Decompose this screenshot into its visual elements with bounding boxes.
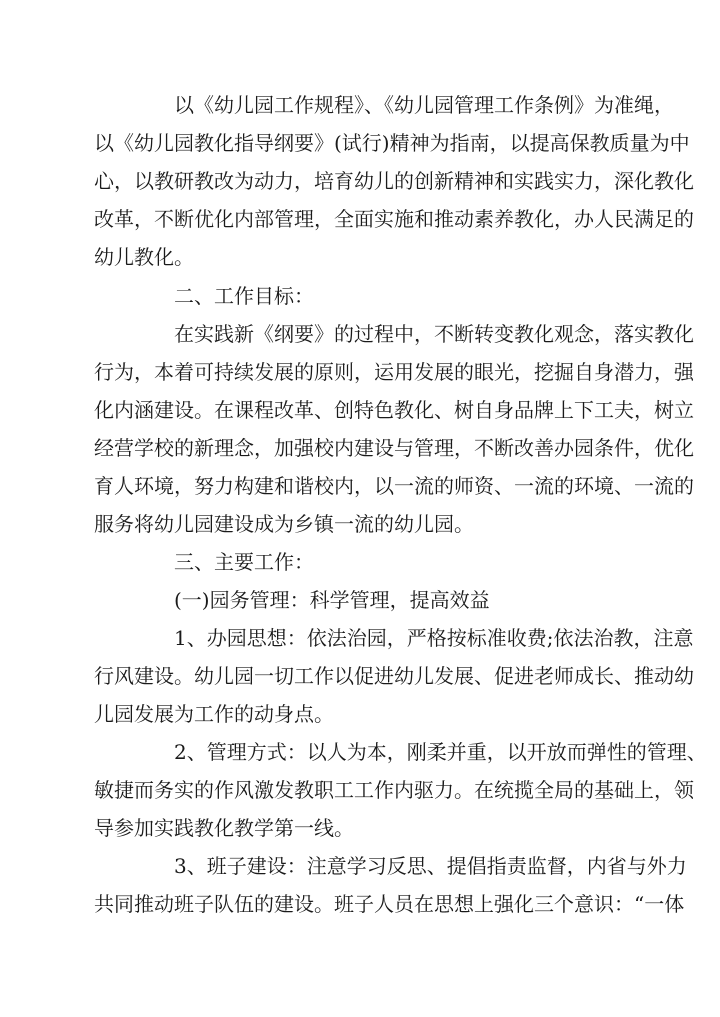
paragraph-4-line-3: 导参加实践教化教学第一线。	[94, 816, 354, 840]
paragraph-1-line-2: 以《幼儿园教化指导纲要》(试行)精神为指南，以提高保教质量为中	[94, 131, 690, 155]
paragraph-3-line-2: 行风建设。幼儿园一切工作以促进幼儿发展、促进老师成长、推动幼	[94, 664, 694, 688]
paragraph-1-line-3: 心，以教研教改为动力，培育幼儿的创新精神和实践实力，深化教化	[94, 169, 694, 193]
paragraph-4-line-1: 2、管理方式：以人为本，刚柔并重，以开放而弹性的管理、	[174, 740, 707, 764]
paragraph-3-line-3: 儿园发展为工作的动身点。	[94, 702, 334, 726]
paragraph-1-line-5: 幼儿教化。	[94, 245, 194, 269]
paragraph-2-line-4: 经营学校的新理念，加强校内建设与管理，不断改善办园条件，优化	[94, 436, 694, 460]
section-heading-main-work: 三、主要工作：	[174, 550, 314, 574]
paragraph-5-line-2: 共同推动班子队伍的建设。班子人员在思想上强化三个意识：“一体	[94, 892, 685, 916]
paragraph-2-line-5: 育人环境，努力构建和谐校内，以一流的师资、一流的环境、一流的	[94, 474, 694, 498]
paragraph-5-line-1: 3、班子建设：注意学习反思、提倡指责监督，内省与外力	[174, 854, 687, 878]
paragraph-2-line-1: 在实践新《纲要》的过程中，不断转变教化观念，落实教化	[174, 322, 694, 346]
paragraph-4-line-2: 敏捷而务实的作风激发教职工工作内驱力。在统揽全局的基础上，领	[94, 778, 694, 802]
paragraph-2-line-6: 服务将幼儿园建设成为乡镇一流的幼儿园。	[94, 512, 474, 536]
paragraph-3-line-1: 1、办园思想：依法治园，严格按标准收费;依法治教，注意	[174, 626, 694, 650]
paragraph-1-line-4: 改革，不断优化内部管理，全面实施和推动素养教化，办人民满足的	[94, 207, 694, 231]
paragraph-1-line-1: 以《幼儿园工作规程》、《幼儿园管理工作条例》为准绳，	[174, 93, 674, 117]
paragraph-2-line-2: 行为，本着可持续发展的原则，运用发展的眼光，挖掘自身潜力，强	[94, 360, 694, 384]
subsection-heading-management: (一)园务管理：科学管理，提高效益	[174, 588, 490, 612]
section-heading-goals: 二、工作目标：	[174, 284, 314, 308]
paragraph-2-line-3: 化内涵建设。在课程改革、创特色教化、树自身品牌上下工夫，树立	[94, 398, 694, 422]
